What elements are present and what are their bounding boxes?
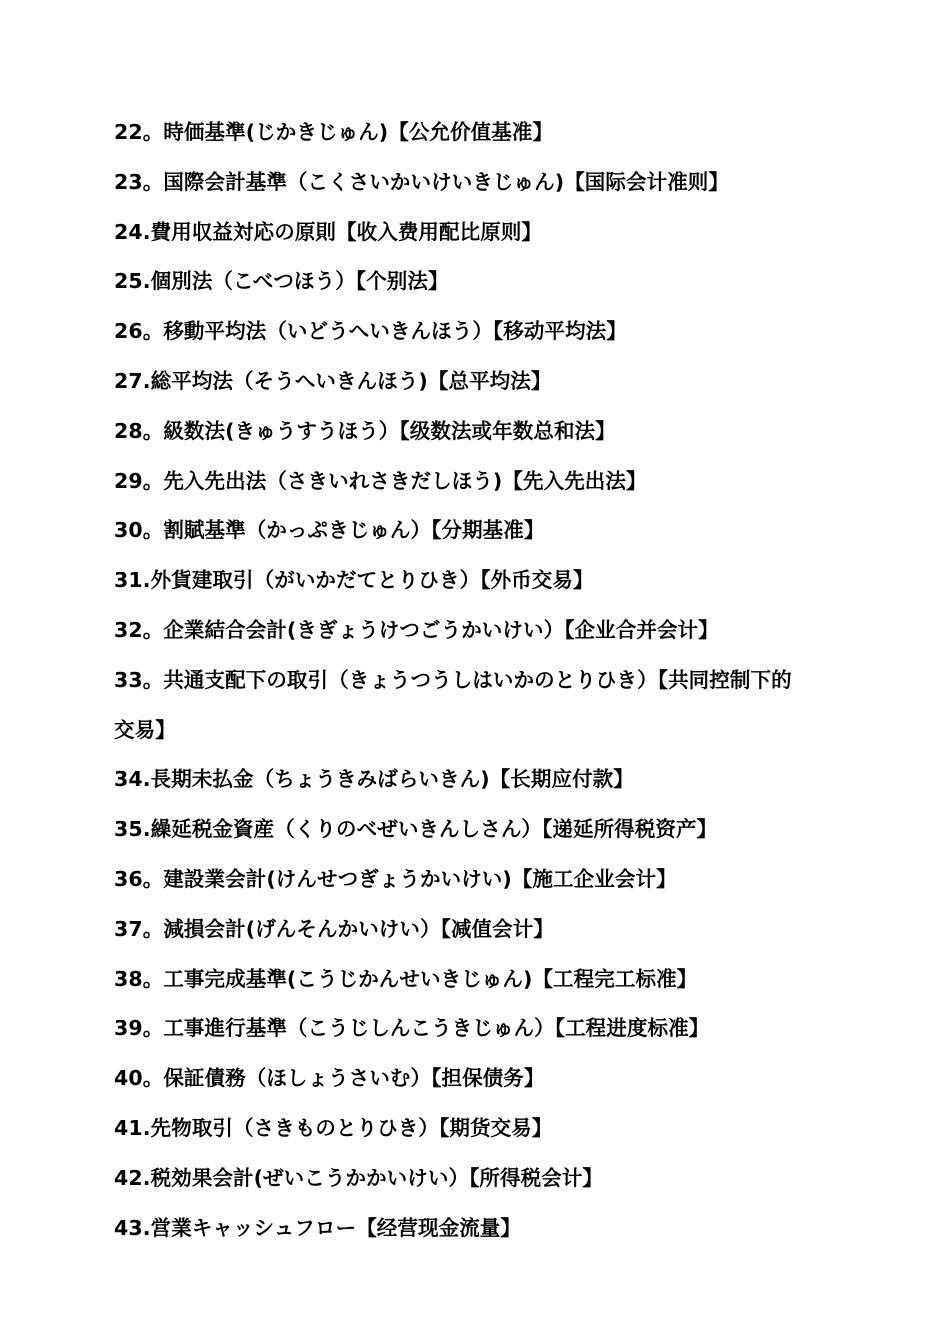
term-line-25: 25.個別法（こべつほう）【个别法】 bbox=[114, 269, 449, 294]
term-line-35: 35.繰延税金資産（くりのべぜいきんしさん）【递延所得税资产】 bbox=[114, 817, 718, 842]
term-line-38: 38。工事完成基準(こうじかんせいきじゅん)【工程完工标准】 bbox=[114, 966, 698, 991]
term-line-43: 43.営業キャッシュフロー【经营现金流量】 bbox=[114, 1215, 522, 1240]
term-line-33: 33。共通支配下の取引（きょうつうしはいかのとりひき）【共同控制下的 bbox=[114, 667, 792, 692]
term-line-26: 26。移動平均法（いどうへいきんほう）【移动平均法】 bbox=[114, 319, 627, 344]
term-line-42: 42.税効果会計(ぜいこうかかいけい）【所得税会计】 bbox=[114, 1165, 604, 1190]
term-line-34: 34.長期未払金（ちょうきみばらいきん)【长期应付款】 bbox=[114, 767, 634, 792]
term-line-29: 29。先入先出法（さきいれさきだしほう)【先入先出法】 bbox=[114, 468, 647, 493]
term-line-40: 40。保証債務（ほしょうさいむ）【担保债务】 bbox=[114, 1066, 545, 1091]
term-line-33-continued: 交易】 bbox=[114, 717, 176, 742]
term-line-28: 28。級数法(きゅうすうほう）【级数法或年数总和法】 bbox=[114, 418, 616, 443]
term-line-23: 23。国際会計基準（こくさいかいけいきじゅん)【国际会计准则】 bbox=[114, 169, 729, 194]
term-list bbox=[114, 108, 854, 1253]
term-line-36: 36。建設業会計(けんせつぎょうかいけい)【施工企业会计】 bbox=[114, 866, 677, 891]
term-line-37: 37。減損会計(げんそんかいけい）【减值会计】 bbox=[114, 916, 554, 941]
term-line-30: 30。割賦基準（かっぷきじゅん）【分期基准】 bbox=[114, 518, 545, 543]
term-line-22: 22。時価基準(じかきじゅん)【公允价值基准】 bbox=[114, 120, 554, 144]
term-line-24: 24.費用収益対応の原則【收入费用配比原则】 bbox=[114, 219, 543, 244]
term-line-32: 32。企業結合会計(きぎょうけつごうかいけい）【企业合并会计】 bbox=[114, 617, 719, 642]
term-line-31: 31.外貨建取引（がいかだてとりひき）【外币交易】 bbox=[114, 568, 594, 593]
term-line-27: 27.総平均法（そうへいきんほう)【总平均法】 bbox=[114, 368, 552, 393]
term-line-39: 39。工事進行基準（こうじしんこうきじゅん）【工程进度标准】 bbox=[114, 1016, 710, 1041]
term-line-41: 41.先物取引（さきものとりひき）【期货交易】 bbox=[114, 1115, 553, 1140]
